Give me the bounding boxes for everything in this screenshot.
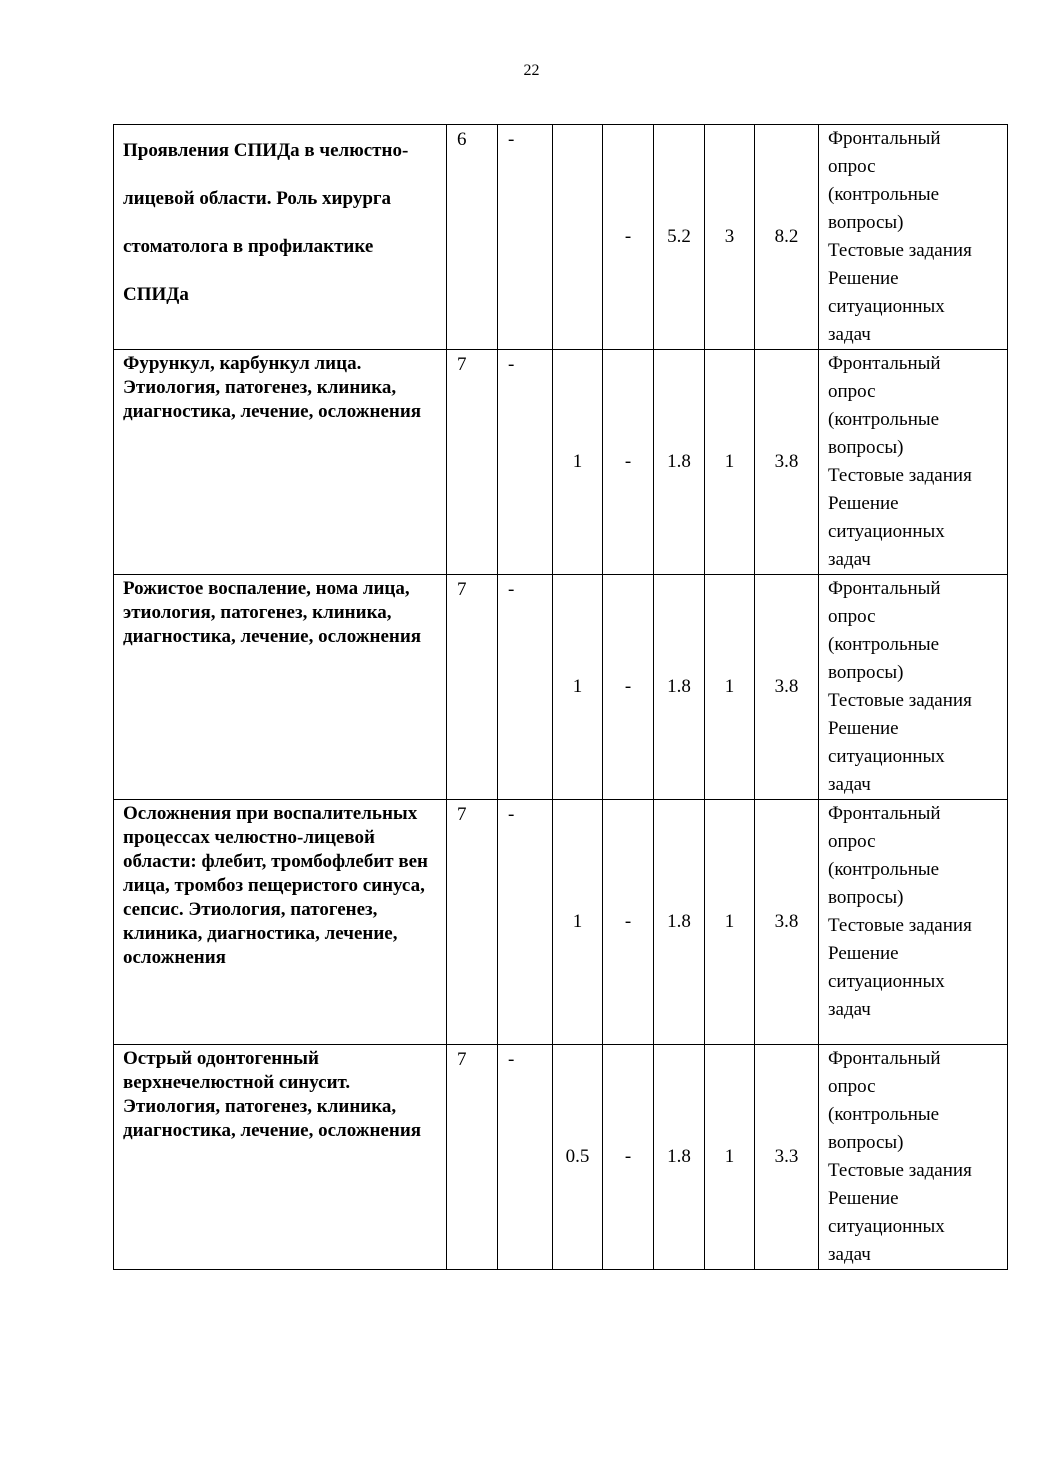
assessment-form-line: (контрольные	[828, 409, 940, 430]
practice-hours-cell	[553, 125, 603, 350]
assessment-form-line: вопросы)	[828, 437, 904, 458]
extra-hours-cell: 1	[705, 800, 755, 1045]
assessment-form-line: Фронтальный	[828, 578, 941, 599]
curriculum-table	[113, 124, 1008, 1270]
assessment-form-line: (контрольные	[828, 1104, 940, 1125]
assessment-form-line: (контрольные	[828, 184, 940, 205]
lecture-hours-cell: -	[498, 1045, 553, 1270]
assessment-form-line: Решение	[828, 718, 899, 739]
total-hours-cell: 3.3	[755, 1045, 819, 1270]
assessment-forms-cell	[819, 350, 1008, 575]
total-hours-cell: 3.8	[755, 575, 819, 800]
assessment-form-line: (контрольные	[828, 634, 940, 655]
topic-cell: Рожистое воспаление, нома лица, этиология, патогенез, клиника, диагностика, лечение, осложнения	[114, 575, 447, 800]
semester-cell: 6	[447, 125, 498, 350]
self-study-hours-cell: 1.8	[654, 350, 705, 575]
total-hours-cell: 3.8	[755, 350, 819, 575]
assessment-form-line: Решение	[828, 1188, 899, 1209]
assessment-form-line: Фронтальный	[828, 803, 941, 824]
assessment-form-line: Решение	[828, 268, 899, 289]
lecture-hours-cell: -	[498, 125, 553, 350]
total-hours-cell: 3.8	[755, 800, 819, 1045]
assessment-form-line: ситуационных	[828, 521, 945, 542]
self-study-hours-cell: 5.2	[654, 125, 705, 350]
assessment-form-line: опрос	[828, 381, 876, 402]
assessment-form-line: ситуационных	[828, 971, 945, 992]
page-number: 22	[523, 62, 540, 79]
table-row	[114, 125, 1008, 350]
self-study-hours-cell: 1.8	[654, 575, 705, 800]
assessment-form-line: Решение	[828, 943, 899, 964]
practice-hours-cell: 1	[553, 800, 603, 1045]
topic-cell: Фурункул, карбункул лица. Этиология, патогенез, клиника, диагностика, лечение, осложнения	[114, 350, 447, 575]
assessment-forms-cell	[819, 1045, 1008, 1270]
assessment-form-line: вопросы)	[828, 1132, 904, 1153]
assessment-form-line: ситуационных	[828, 746, 945, 767]
assessment-forms-cell	[819, 575, 1008, 800]
assessment-form-line: Решение	[828, 493, 899, 514]
lecture-hours-cell: -	[498, 350, 553, 575]
assessment-form-line: опрос	[828, 831, 876, 852]
topic-cell: Осложнения при воспалительных процессах челюстно-лицевой области: флебит, тромбофлебит вен лица, тромбоз пещеристого синуса, сепсис. Этиология, патогенез, клиника, диагностика, лечение, осложнения	[114, 800, 447, 1045]
lecture-hours-cell: -	[498, 800, 553, 1045]
assessment-form-line: задач	[828, 549, 871, 570]
assessment-form-line: задач	[828, 1244, 871, 1265]
assessment-form-line: Фронтальный	[828, 1048, 941, 1069]
assessment-forms-cell	[819, 125, 1008, 350]
assessment-form-line: Тестовые задания	[828, 690, 972, 711]
semester-cell: 7	[447, 1045, 498, 1270]
extra-hours-cell: 3	[705, 125, 755, 350]
semester-cell: 7	[447, 800, 498, 1045]
assessment-form-line: Фронтальный	[828, 128, 941, 149]
assessment-form-line: опрос	[828, 606, 876, 627]
table-row	[114, 575, 1008, 800]
assessment-form-line: вопросы)	[828, 212, 904, 233]
practice-hours-cell: 0.5	[553, 1045, 603, 1270]
semester-cell: 7	[447, 575, 498, 800]
lecture-hours-cell: -	[498, 575, 553, 800]
assessment-form-line: опрос	[828, 1076, 876, 1097]
lab-hours-cell: -	[603, 1045, 654, 1270]
assessment-form-line: задач	[828, 774, 871, 795]
practice-hours-cell: 1	[553, 575, 603, 800]
lab-hours-cell: -	[603, 350, 654, 575]
topic-cell: Проявления СПИДа в челюстно-лицевой области. Роль хирурга стоматолога в профилактике СПИДа	[114, 125, 447, 350]
table-row	[114, 800, 1008, 1045]
self-study-hours-cell: 1.8	[654, 1045, 705, 1270]
assessment-form-line: задач	[828, 999, 871, 1020]
table-row	[114, 1045, 1008, 1270]
table-row	[114, 350, 1008, 575]
lab-hours-cell: -	[603, 800, 654, 1045]
assessment-form-line: вопросы)	[828, 662, 904, 683]
assessment-form-line: Тестовые задания	[828, 1160, 972, 1181]
semester-cell: 7	[447, 350, 498, 575]
assessment-form-line: опрос	[828, 156, 876, 177]
assessment-form-line: Тестовые задания	[828, 240, 972, 261]
assessment-form-line: Фронтальный	[828, 353, 941, 374]
assessment-form-line: задач	[828, 324, 871, 345]
total-hours-cell: 8.2	[755, 125, 819, 350]
extra-hours-cell: 1	[705, 575, 755, 800]
extra-hours-cell: 1	[705, 350, 755, 575]
extra-hours-cell: 1	[705, 1045, 755, 1270]
lab-hours-cell: -	[603, 575, 654, 800]
self-study-hours-cell: 1.8	[654, 800, 705, 1045]
assessment-form-line: ситуационных	[828, 296, 945, 317]
assessment-form-line: вопросы)	[828, 887, 904, 908]
practice-hours-cell: 1	[553, 350, 603, 575]
assessment-form-line: ситуационных	[828, 1216, 945, 1237]
assessment-form-line: Тестовые задания	[828, 465, 972, 486]
lab-hours-cell: -	[603, 125, 654, 350]
topic-cell: Острый одонтогенный верхнечелюстной синусит. Этиология, патогенез, клиника, диагностика, лечение, осложнения	[114, 1045, 447, 1270]
assessment-form-line: (контрольные	[828, 859, 940, 880]
assessment-forms-cell	[819, 800, 1008, 1045]
assessment-form-line: Тестовые задания	[828, 915, 972, 936]
